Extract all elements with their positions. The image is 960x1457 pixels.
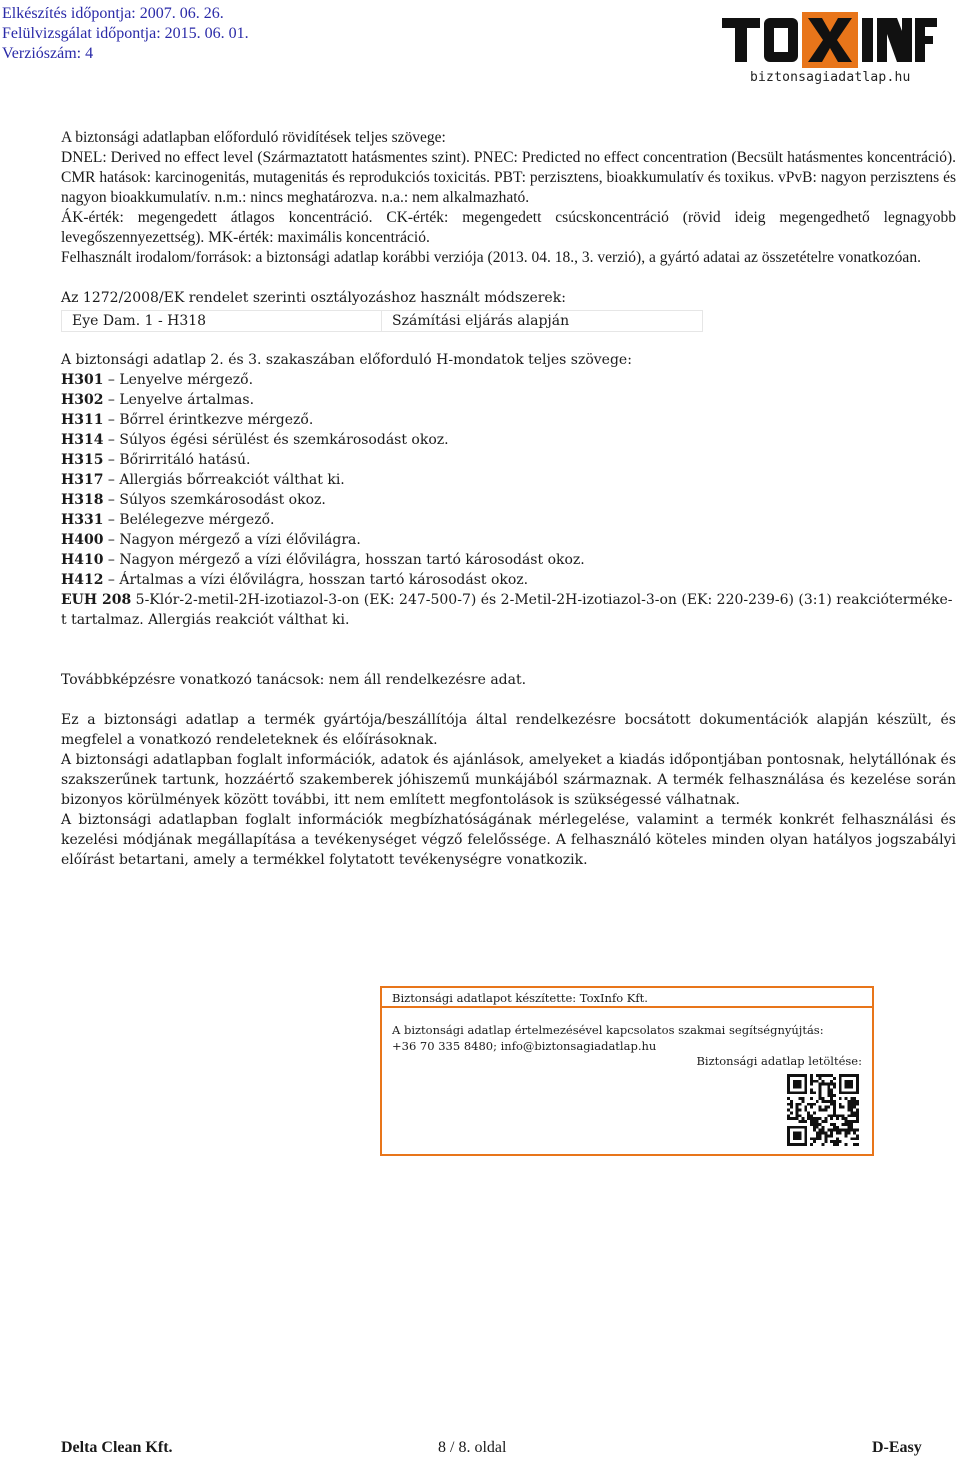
h-text: – Nagyon mérgező a vízi élővilágra. (103, 532, 361, 548)
help-contact[interactable]: +36 70 335 8480; info@biztonsagiadatlap.hu (392, 1039, 657, 1053)
abbrev-text-2: ÁK-érték: megengedett átlagos koncentráció. CK-érték: megengedett csúcskoncentráció (rövid ideig megengedhető legnagyobb levegőszennyezettség). MK-érték: maximális koncentráció. (61, 209, 956, 246)
h-statement-item (61, 370, 956, 390)
h-text: – Bőrrel érintkezve mérgező. (103, 412, 314, 428)
created-date: Elkészítés időpontja: 2007. 06. 26. (2, 5, 224, 22)
h-statement-item (61, 470, 956, 490)
footer-product: D-Easy (872, 1439, 922, 1456)
h-statement-item (61, 450, 956, 470)
h-statement-item (61, 570, 956, 590)
h-code: H314 (61, 432, 104, 448)
h-statement-item (61, 430, 956, 450)
preparer-info-box (380, 986, 874, 1156)
logo-url: biztonsagiadatlap.hu (750, 70, 911, 85)
h-code: H302 (61, 392, 104, 408)
disclaimer-p2: A biztonsági adatlapban foglalt információk, adatok és ajánlások, amelyeket a kiadás időpontjában pontosnak, helytállónak és szakszerűnek tartunk, hozzáértő szakemberek jóhiszemű munkájából származnak. A termék felhasználása és kezelése során bizonyos körülmények között további, itt nem említett megfontolások is szükségessé válhatnak. (61, 752, 956, 808)
h-statement-item (61, 510, 956, 530)
h-code: H317 (61, 472, 104, 488)
h-code: H410 (61, 552, 104, 568)
download-label: Biztonsági adatlap letöltése: (696, 1054, 862, 1068)
document-meta (2, 4, 249, 64)
h-text: – Lenyelve ártalmas. (103, 392, 255, 408)
help-line-1: A biztonsági adatlap értelmezésével kapcsolatos szakmai segítségnyújtás: (392, 1023, 824, 1037)
method-cell: Számítási eljárás alapján (392, 313, 570, 329)
h-statement-item (61, 550, 956, 570)
h-statements (61, 350, 956, 630)
h-text: – Lenyelve mérgező. (103, 372, 254, 388)
h-text: – Bőrirritáló hatású. (103, 452, 251, 468)
revised-date: Felülvizsgálat időpontja: 2015. 06. 01. (2, 25, 249, 42)
h-code: H318 (61, 492, 104, 508)
h-statement-item (61, 410, 956, 430)
h-code: H331 (61, 512, 104, 528)
prepared-by: Biztonsági adatlapot készítette: ToxInfo Kft. (382, 988, 872, 1008)
h-statement-item (61, 490, 956, 510)
footer-company: Delta Clean Kft. (61, 1439, 173, 1456)
h-code: H301 (61, 372, 104, 388)
euh-text: 5-Klór-2-metil-2H-izotiazol-3-on (EK: 247-500-7) és 2-Metil-2H-izotiazol-3-on (EK: 220-239-6) (3:1) reakcióterméke-t tartalmaz. Allergiás reakciót válthat ki. (61, 592, 953, 628)
toxinfo-logo (722, 12, 938, 68)
h-statement-item (61, 390, 956, 410)
disclaimer-p1: Ez a biztonsági adatlap a termék gyártója/beszállítója által rendelkezésre bocsátott dokumentációk alapján készült, és megfelel a vonatkozó rendeleteknek és előírásoknak. (61, 712, 956, 748)
h-text: – Allergiás bőrreakciót válthat ki. (103, 472, 345, 488)
methods-table (61, 310, 703, 332)
h-code: H400 (61, 532, 104, 548)
h-code: H315 (61, 452, 104, 468)
classification-cell: Eye Dam. 1 - H318 (62, 311, 382, 331)
methods-title: Az 1272/2008/EK rendelet szerinti osztályozáshoz használt módszerek: (61, 290, 566, 306)
euh-statement (61, 590, 956, 630)
h-code: H311 (61, 412, 104, 428)
h-text: – Súlyos égési sérülést és szemkárosodást okoz. (103, 432, 449, 448)
h-text: – Nagyon mérgező a vízi élővilágra, hosszan tartó károsodást okoz. (103, 552, 585, 568)
main-content (61, 128, 956, 870)
h-text: – Ártalmas a vízi élővilágra, hosszan tartó károsodást okoz. (103, 572, 529, 588)
h-statements-title: A biztonsági adatlap 2. és 3. szakaszában előforduló H-mondatok teljes szövege: (61, 352, 632, 368)
disclaimer-p3: A biztonsági adatlapban foglalt információk megbízhatóságának mérlegelése, valamint a termék konkrét felhasználási és kezelési módjának megállapítása a tevékenységet végző felelőssége. A felhasználó köteles minden olyan hatályos jogszabályi előírást betartani, amely a termékkel folytatott tevékenységre vonatkozik. (61, 812, 956, 868)
abbrev-title: A biztonsági adatlapban előforduló rövidítések teljes szövege: (61, 129, 446, 146)
version-number: Verziószám: 4 (2, 45, 94, 62)
h-text: – Belélegezve mérgező. (103, 512, 275, 528)
h-code: H412 (61, 572, 104, 588)
footer-page-number: 8 / 8. oldal (438, 1439, 507, 1456)
abbrev-sources: Felhasznált irodalom/források: a biztonsági adatlap korábbi verziója (2013. 04. 18., 3. verzió), a gyártó adatai az összetételre vonatkozóan. (61, 249, 921, 266)
training-advice: Továbbképzésre vonatkozó tanácsok: nem áll rendelkezésre adat. (61, 672, 527, 688)
abbrev-text-1: DNEL: Derived no effect level (Származtatott hatásmentes szint). PNEC: Predicted no effect concentration (Becsült hatásmentes koncentráció). CMR hatások: karcinogenitás, mutagenitás és reprodukciós toxicitás. PBT: perzisztens, bioakkumulatív és toxikus. vPvB: nagyon perzisztens és nagyon bioakkumulatív. n.m.: nincs meghatározva. n.a.: nem alkalmazható. (61, 149, 956, 206)
h-statement-item (61, 530, 956, 550)
h-text: – Súlyos szemkárosodást okoz. (103, 492, 326, 508)
euh-code: EUH 208 (61, 592, 132, 608)
qr-code-icon[interactable] (787, 1074, 859, 1146)
